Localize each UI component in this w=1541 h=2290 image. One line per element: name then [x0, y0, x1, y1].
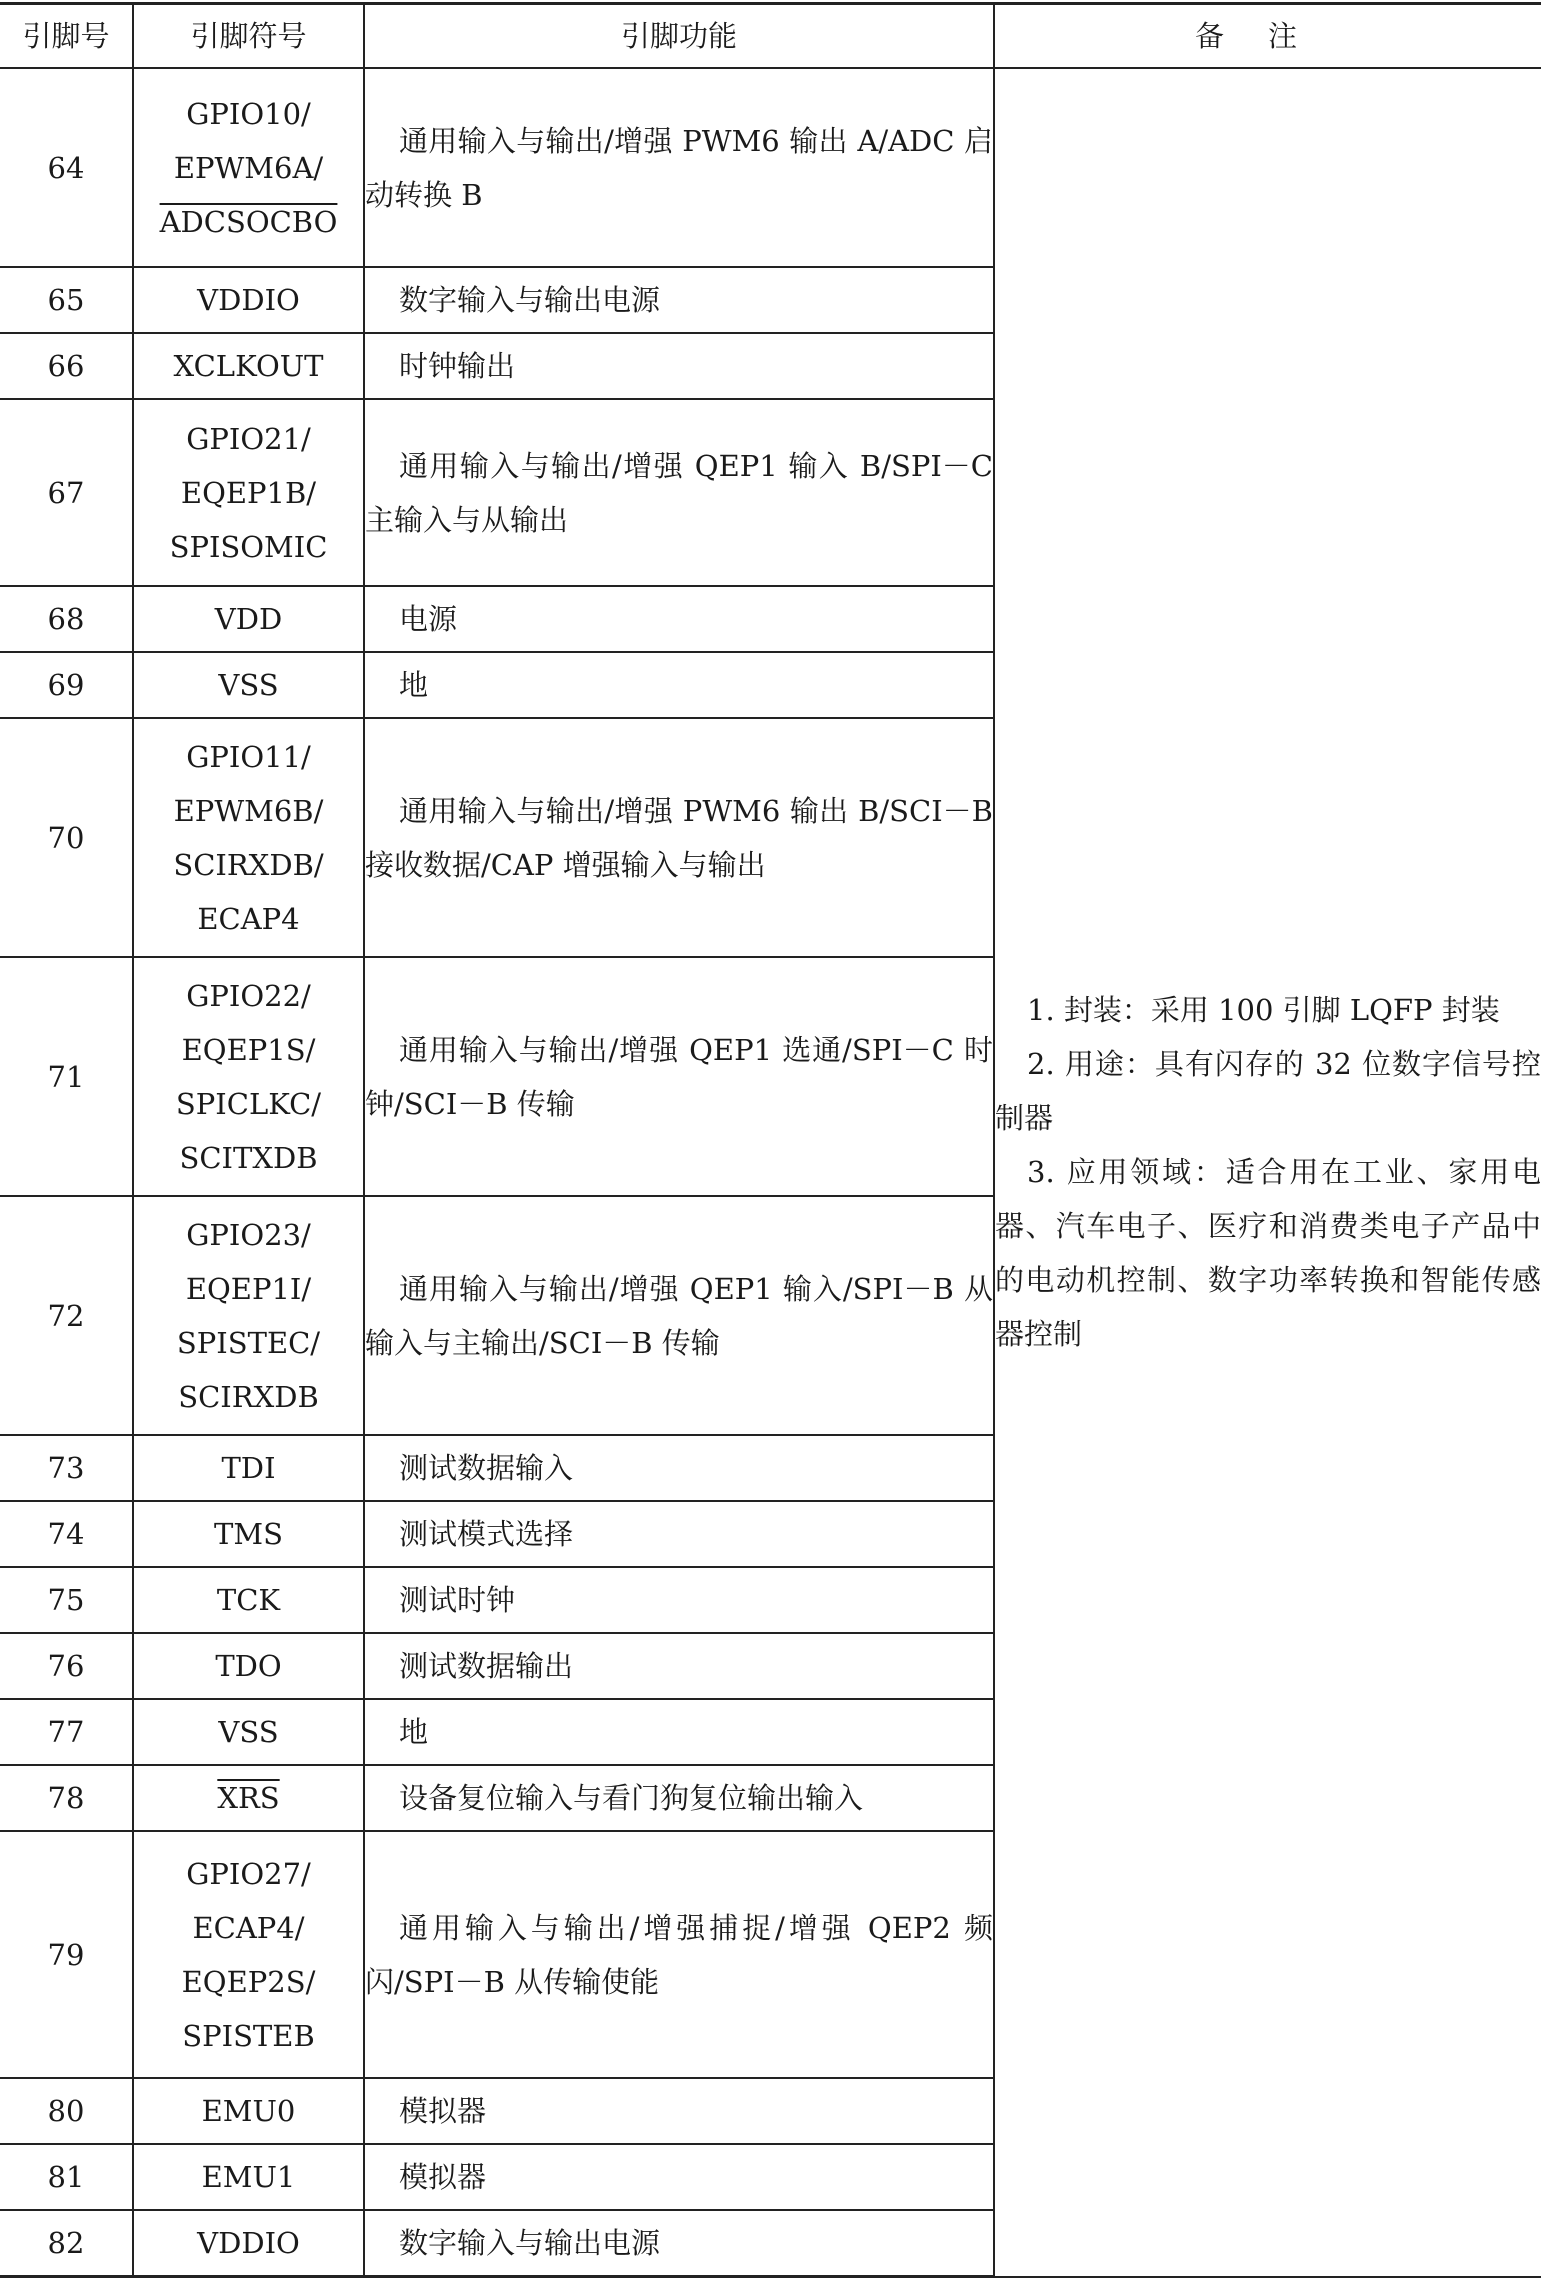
pin-number: 68 [0, 586, 133, 652]
note-item: 3. 应用领域：适合用在工业、家用电器、汽车电子、医疗和消费类电子产品中的电动机控制、数字功率转换和智能传感器控制 [995, 1155, 1541, 1352]
symbol-line: EPWM6B/ [173, 793, 324, 828]
pin-number: 78 [0, 1765, 133, 1831]
table-row [0, 68, 1541, 267]
pin-function: 测试时钟 [364, 1567, 994, 1633]
pin-symbol: TDO [133, 1633, 364, 1699]
header-pin-symbol: 引脚符号 [133, 4, 364, 69]
pin-symbol [133, 68, 364, 267]
pin-function: 测试模式选择 [364, 1501, 994, 1567]
pin-symbol [133, 1831, 364, 2078]
pin-function: 通用输入与输出/增强 QEP1 输入 B/SPI－C 主输入与从输出 [364, 399, 994, 586]
symbol-line: SCIRXDB/ [173, 847, 324, 882]
pin-symbol: VSS [133, 652, 364, 718]
pin-number: 76 [0, 1633, 133, 1699]
header-pin-function: 引脚功能 [364, 4, 994, 69]
pin-table [0, 2, 1541, 2278]
note-item: 1. 封装：采用 100 引脚 LQFP 封装 [1027, 993, 1500, 1028]
pin-number: 64 [0, 68, 133, 267]
pin-number: 77 [0, 1699, 133, 1765]
symbol-line: GPIO21/ [186, 421, 311, 456]
pin-symbol [133, 1765, 364, 1831]
pin-symbol: TDI [133, 1435, 364, 1501]
symbol-line: ADCSOCBO [159, 204, 338, 239]
pin-function: 电源 [364, 586, 994, 652]
symbol-line: ECAP4 [197, 901, 300, 936]
pin-symbol [133, 399, 364, 586]
symbol-line: SPISTEB [182, 2018, 315, 2053]
pin-symbol: TMS [133, 1501, 364, 1567]
symbol-line: SPICLKC/ [175, 1086, 322, 1121]
pin-function: 通用输入与输出/增强 PWM6 输出 A/ADC 启动转换 B [364, 68, 994, 267]
pin-symbol: EMU1 [133, 2144, 364, 2210]
pin-symbol [133, 718, 364, 957]
pin-number: 72 [0, 1196, 133, 1435]
pin-symbol [133, 1196, 364, 1435]
symbol-line: EQEP1S/ [181, 1032, 316, 1067]
pin-function: 测试数据输出 [364, 1633, 994, 1699]
table-header-row [0, 4, 1541, 69]
pin-number: 79 [0, 1831, 133, 2078]
pin-symbol: VDDIO [133, 267, 364, 333]
note-item: 2. 用途：具有闪存的 32 位数字信号控制器 [995, 1047, 1541, 1136]
pin-function: 数字输入与输出电源 [364, 2210, 994, 2277]
symbol-line: EPWM6A/ [173, 150, 324, 185]
pin-number: 75 [0, 1567, 133, 1633]
pin-symbol: TCK [133, 1567, 364, 1633]
pin-symbol: EMU0 [133, 2078, 364, 2144]
symbol-line: GPIO22/ [186, 978, 311, 1013]
pin-number: 70 [0, 718, 133, 957]
pin-function: 设备复位输入与看门狗复位输出输入 [364, 1765, 994, 1831]
note-cell [994, 68, 1541, 2277]
symbol-line: GPIO11/ [186, 739, 311, 774]
pin-number: 69 [0, 652, 133, 718]
pin-number: 65 [0, 267, 133, 333]
symbol-line: SPISTEC/ [176, 1325, 321, 1360]
pin-function: 通用输入与输出/增强捕捉/增强 QEP2 频闪/SPI－B 从传输使能 [364, 1831, 994, 2078]
pin-number: 80 [0, 2078, 133, 2144]
pin-symbol: XCLKOUT [133, 333, 364, 399]
symbol-line: EQEP1I/ [185, 1271, 312, 1306]
pin-number: 82 [0, 2210, 133, 2277]
header-pin-no: 引脚号 [0, 4, 133, 69]
symbol-line: ECAP4/ [192, 1910, 305, 1945]
pin-function: 通用输入与输出/增强 QEP1 输入/SPI－B 从输入与主输出/SCI－B 传输 [364, 1196, 994, 1435]
pin-number: 67 [0, 399, 133, 586]
pin-function: 模拟器 [364, 2144, 994, 2210]
symbol-line: EQEP2S/ [181, 1964, 316, 1999]
symbol-line: SPISOMIC [169, 529, 328, 564]
symbol-line: GPIO23/ [186, 1217, 311, 1252]
pin-symbol: VDDIO [133, 2210, 364, 2277]
symbol-line: $\overline{XRS}$ [217, 1781, 280, 1815]
pin-symbol: VSS [133, 1699, 364, 1765]
pin-function: 时钟输出 [364, 333, 994, 399]
pin-function: 数字输入与输出电源 [364, 267, 994, 333]
pin-function: 模拟器 [364, 2078, 994, 2144]
pin-function: 地 [364, 1699, 994, 1765]
pin-function: 地 [364, 652, 994, 718]
pin-function: 测试数据输入 [364, 1435, 994, 1501]
pin-number: 71 [0, 957, 133, 1196]
symbol-line: SCIRXDB [178, 1379, 319, 1414]
pin-symbol [133, 957, 364, 1196]
symbol-line: GPIO27/ [186, 1856, 311, 1891]
pin-number: 81 [0, 2144, 133, 2210]
pin-number: 66 [0, 333, 133, 399]
symbol-line: EQEP1B/ [180, 475, 317, 510]
pin-function: 通用输入与输出/增强 QEP1 选通/SPI－C 时钟/SCI－B 传输 [364, 957, 994, 1196]
pin-symbol: VDD [133, 586, 364, 652]
symbol-line: GPIO10/ [186, 96, 311, 131]
header-note: 备注 [994, 4, 1541, 69]
symbol-line: SCITXDB [179, 1140, 318, 1175]
pin-number: 74 [0, 1501, 133, 1567]
pin-function: 通用输入与输出/增强 PWM6 输出 B/SCI－B 接收数据/CAP 增强输入与输出 [364, 718, 994, 957]
pin-number: 73 [0, 1435, 133, 1501]
